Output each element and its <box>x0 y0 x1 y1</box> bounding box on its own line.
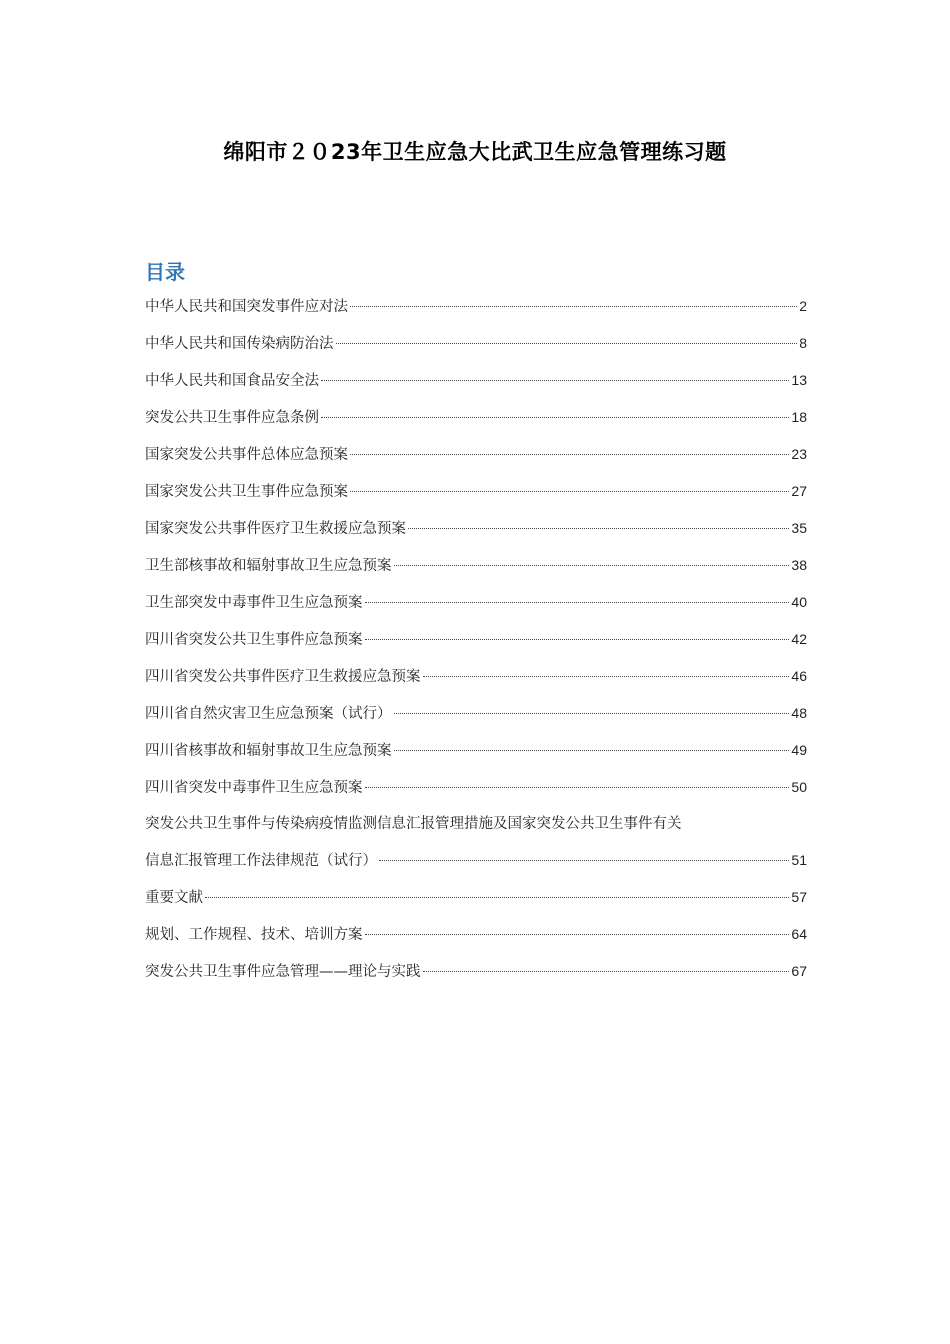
toc-dot-leader <box>365 639 790 640</box>
toc-page-number: 42 <box>791 631 807 647</box>
toc-dot-leader <box>321 417 789 418</box>
toc-page-number: 46 <box>791 668 807 684</box>
toc-heading: 目录 <box>145 260 185 284</box>
toc-dot-leader <box>394 565 790 566</box>
toc-page-number: 48 <box>791 705 807 721</box>
toc-entry[interactable] <box>145 592 807 613</box>
toc-entry[interactable] <box>145 629 807 650</box>
toc-page-number: 18 <box>791 409 807 425</box>
toc-entry[interactable] <box>145 961 807 982</box>
toc-entry-label: 中华人民共和国传染病防治法 <box>145 336 334 352</box>
toc-dot-leader <box>423 676 790 677</box>
toc-entry-label: 中华人民共和国突发事件应对法 <box>145 299 348 315</box>
toc-dot-leader <box>365 934 790 935</box>
toc-page-number: 51 <box>791 852 807 868</box>
toc-entry-label: 重要文献 <box>145 890 203 906</box>
toc-page-number: 35 <box>791 520 807 536</box>
toc-entry[interactable] <box>145 924 807 945</box>
table-of-contents <box>145 296 807 998</box>
toc-entry-label: 规划、工作规程、技术、培训方案 <box>145 927 363 943</box>
toc-entry[interactable] <box>145 703 807 724</box>
toc-entry-label: 四川省突发公共卫生事件应急预案 <box>145 632 363 648</box>
toc-entry[interactable] <box>145 333 807 354</box>
toc-dot-leader <box>350 491 789 492</box>
toc-entry-label: 四川省自然灾害卫生应急预案（试行） <box>145 706 392 722</box>
toc-page-number: 64 <box>791 926 807 942</box>
toc-dot-leader <box>394 750 790 751</box>
toc-dot-leader <box>205 897 789 898</box>
toc-dot-leader <box>350 306 797 307</box>
toc-entry[interactable] <box>145 887 807 908</box>
toc-entry[interactable] <box>145 555 807 576</box>
toc-entry[interactable] <box>145 666 807 687</box>
toc-dot-leader <box>365 787 790 788</box>
toc-entry-label-line1: 突发公共卫生事件与传染病疫情监测信息汇报管理措施及国家突发公共卫生事件有关 <box>145 816 682 832</box>
toc-page-number: 49 <box>791 742 807 758</box>
toc-page-number: 27 <box>791 483 807 499</box>
toc-entry-label: 信息汇报管理工作法律规范（试行） <box>145 853 377 869</box>
toc-entry[interactable] <box>145 518 807 539</box>
toc-dot-leader <box>336 343 798 344</box>
toc-entry-label: 国家突发公共卫生事件应急预案 <box>145 484 348 500</box>
toc-dot-leader <box>379 860 789 861</box>
toc-entry[interactable] <box>145 444 807 465</box>
toc-entry[interactable] <box>145 370 807 391</box>
toc-page-number: 50 <box>791 779 807 795</box>
toc-entry-label: 突发公共卫生事件应急管理——理论与实践 <box>145 964 421 980</box>
toc-entry-label: 国家突发公共事件总体应急预案 <box>145 447 348 463</box>
toc-entry[interactable] <box>145 407 807 428</box>
toc-page-number: 67 <box>791 963 807 979</box>
toc-page-number: 38 <box>791 557 807 573</box>
toc-dot-leader <box>365 602 790 603</box>
toc-entry[interactable] <box>145 777 807 798</box>
toc-page-number: 2 <box>799 298 807 314</box>
toc-page-number: 8 <box>799 335 807 351</box>
toc-entry-label: 卫生部核事故和辐射事故卫生应急预案 <box>145 558 392 574</box>
toc-entry-label: 卫生部突发中毒事件卫生应急预案 <box>145 595 363 611</box>
toc-dot-leader <box>423 971 790 972</box>
toc-entry[interactable] <box>145 740 807 761</box>
toc-entry-label: 中华人民共和国食品安全法 <box>145 373 319 389</box>
toc-page-number: 57 <box>791 889 807 905</box>
toc-entry[interactable] <box>145 814 807 871</box>
toc-entry-label: 四川省突发公共事件医疗卫生救援应急预案 <box>145 669 421 685</box>
toc-entry[interactable] <box>145 481 807 502</box>
toc-entry-label: 四川省核事故和辐射事故卫生应急预案 <box>145 743 392 759</box>
toc-page-number: 13 <box>791 372 807 388</box>
toc-dot-leader <box>321 380 789 381</box>
toc-entry-label: 国家突发公共事件医疗卫生救援应急预案 <box>145 521 406 537</box>
toc-entry[interactable] <box>145 296 807 317</box>
toc-dot-leader <box>394 713 790 714</box>
toc-dot-leader <box>350 454 789 455</box>
document-title: 绵阳市２０23年卫生应急大比武卫生应急管理练习题 <box>223 140 727 164</box>
toc-entry-label: 突发公共卫生事件应急条例 <box>145 410 319 426</box>
toc-page-number: 23 <box>791 446 807 462</box>
toc-dot-leader <box>408 528 789 529</box>
toc-page-number: 40 <box>791 594 807 610</box>
toc-entry-label: 四川省突发中毒事件卫生应急预案 <box>145 780 363 796</box>
